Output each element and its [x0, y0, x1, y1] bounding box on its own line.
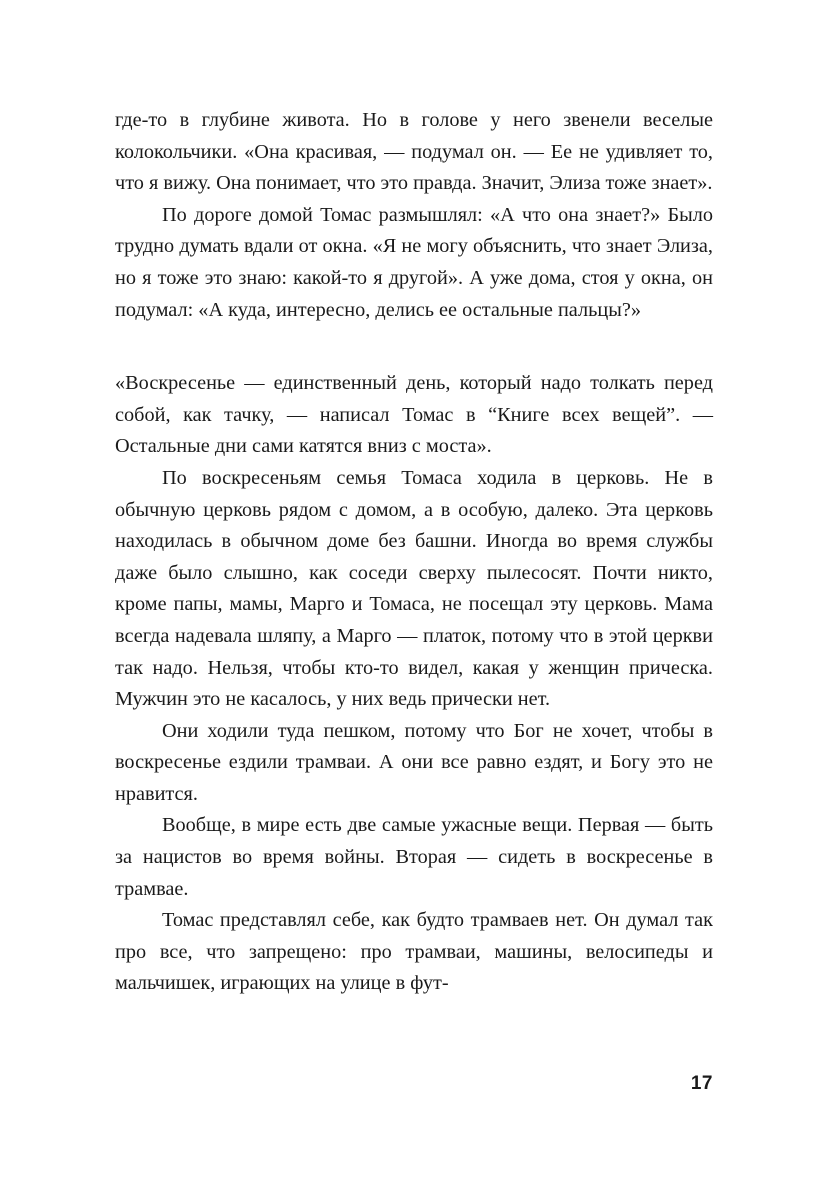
page-body-text [115, 105, 713, 1000]
paragraph: где-то в глубине живота. Но в голове у него звенели веселые колокольчики. «Она красивая, — подумал он. — Ее не удивляет то, что я вижу. Она понимает, что это правда. Значит, Элиза тоже знает». [115, 109, 713, 195]
paragraph: Вообще, в мире есть две самые ужасные вещи. Первая — быть за нацистов во время войны. Вторая — сидеть в воскресенье в трамвае. [115, 814, 713, 900]
paragraph: Они ходили туда пешком, потому что Бог не хочет, чтобы в воскресенье ездили трамваи. А они все равно ездят, и Богу это не нравится. [115, 719, 713, 805]
paragraph: «Воскресенье — единственный день, который надо толкать перед собой, как тачку, — написал Томас в “Книге всех вещей”. — Остальные дни сами катятся вниз с моста». [115, 372, 713, 458]
section-break [115, 326, 713, 368]
paragraph: По дороге домой Томас размышлял: «А что она знает?» Было трудно думать вдали от окна. «Я не могу объяснить, что знает Элиза, но я тоже это знаю: какой-то я другой». А уже дома, стоя у окна, он подумал: «А куда, интересно, делись ее остальные пальцы?» [115, 203, 713, 321]
paragraph: По воскресеньям семья Томаса ходила в церковь. Не в обычную церковь рядом с домом, а в особую, далеко. Эта церковь находилась в обычном доме без башни. Иногда во время службы даже было слышно, как соседи сверху пылесосят. Почти никто, кроме папы, мамы, Марго и Томаса, не посещал эту церковь. Мама всегда надевала шляпу, а Марго — платок, потому что в этой церкви так надо. Нельзя, чтобы кто-то видел, какая у женщин прическа. Мужчин это не касалось, у них ведь прически нет. [115, 466, 713, 711]
paragraph: Томас представлял себе, как будто трамваев нет. Он думал так про все, что запрещено: про трамваи, машины, велосипеды и мальчишек, играющих на улице в фут- [115, 909, 713, 995]
page-number: 17 [690, 1073, 713, 1094]
